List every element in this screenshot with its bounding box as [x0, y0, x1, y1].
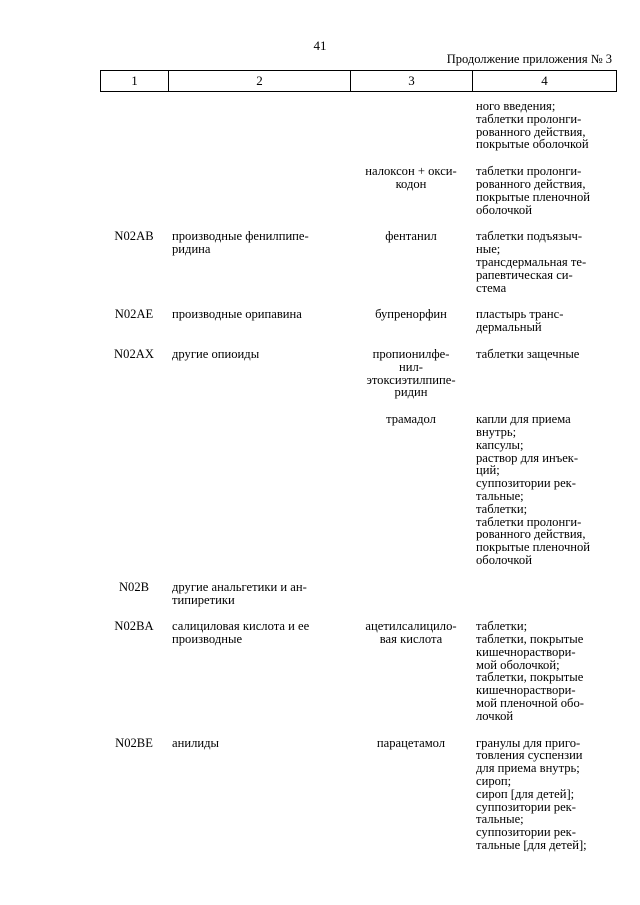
- dosage-forms-line: таблетки защечные: [476, 346, 580, 361]
- dosage-forms-line: тальные;: [476, 488, 524, 503]
- dosage-forms-line: рапевтическая си-: [476, 267, 573, 282]
- dosage-forms: [472, 308, 617, 334]
- group-name-line: типиретики: [172, 592, 235, 607]
- group-name-line: ридина: [172, 242, 211, 257]
- atc-code: [100, 413, 168, 567]
- dosage-forms-line: суппозитории рек-: [476, 799, 576, 814]
- group-name: [168, 230, 350, 294]
- atc-code: N02BA: [114, 619, 154, 634]
- dosage-forms-line: таблетки;: [476, 501, 528, 516]
- dosage-forms-line: мой оболочкой;: [476, 657, 560, 672]
- atc-code: [100, 100, 168, 151]
- dosage-forms-line: таблетки пролонги-: [476, 111, 582, 126]
- drug-name-line: парацетамол: [376, 735, 446, 750]
- table-row: [100, 581, 617, 607]
- dosage-forms: [472, 413, 617, 567]
- group-name: [168, 165, 350, 216]
- dosage-forms-line: рованного действия,: [476, 176, 586, 191]
- dosage-forms: [472, 165, 617, 216]
- group-name-line: производные фенилпипе-: [172, 229, 309, 244]
- group-name-line: анилиды: [172, 735, 219, 750]
- dosage-forms-line: оболочкой: [476, 552, 532, 567]
- drug-name: [350, 100, 472, 151]
- dosage-forms-line: ций;: [476, 463, 500, 478]
- dosage-forms-line: ные;: [476, 242, 501, 257]
- group-name-line: другие опиоиды: [172, 346, 260, 361]
- table-row: [100, 100, 617, 151]
- drug-name-line: трамадол: [386, 412, 436, 427]
- table-row: [100, 308, 617, 334]
- table-row: [100, 165, 617, 216]
- dosage-forms-line: трансдермальная те-: [476, 254, 587, 269]
- drug-name: [350, 348, 472, 399]
- dosage-forms-line: тальные;: [476, 812, 524, 827]
- drug-name: [350, 230, 472, 294]
- dosage-forms-line: суппозитории рек-: [476, 825, 576, 840]
- drug-name-line: пропионилфе-: [372, 346, 450, 361]
- drug-name: [350, 581, 472, 607]
- table-row: [100, 230, 617, 294]
- dosage-forms-line: товления суспензии: [476, 748, 583, 763]
- group-name: [168, 100, 350, 151]
- drug-name-line: нил-: [399, 359, 423, 374]
- dosage-forms-line: рованного действия,: [476, 124, 586, 139]
- group-name-line: производные: [172, 632, 243, 647]
- drug-name: [350, 308, 472, 334]
- group-name: [168, 581, 350, 607]
- dosage-forms-line: покрытые пленочной: [476, 540, 591, 555]
- dosage-forms-line: оболочкой: [476, 202, 532, 217]
- dosage-forms-line: внутрь;: [476, 424, 517, 439]
- dosage-forms-line: таблетки пролонги-: [476, 164, 582, 179]
- dosage-forms-line: стема: [476, 280, 507, 295]
- group-name: [168, 737, 350, 852]
- header-col-3: 3: [351, 71, 473, 91]
- drug-name-line: кодон: [395, 176, 427, 191]
- atc-code: N02AX: [114, 346, 154, 361]
- dosage-forms-line: гранулы для приго-: [476, 735, 581, 750]
- dosage-forms: [472, 581, 617, 607]
- drug-name-line: ридин: [394, 385, 428, 400]
- table-header: [100, 70, 617, 92]
- group-name-line: производные орипавина: [172, 307, 302, 322]
- drug-name-line: этоксиэтилпипе-: [366, 372, 456, 387]
- group-name-line: другие анальгетики и ан-: [172, 579, 307, 594]
- dosage-forms-line: покрытые пленочной: [476, 189, 591, 204]
- dosage-forms-line: кишечнораствори-: [476, 644, 576, 659]
- dosage-forms: [472, 348, 617, 399]
- dosage-forms-line: таблетки, покрытые: [476, 632, 584, 647]
- dosage-forms: [472, 100, 617, 151]
- group-name: [168, 413, 350, 567]
- drug-name-line: фентанил: [385, 229, 437, 244]
- header-col-4: 4: [541, 73, 548, 88]
- page-number: 41: [313, 38, 327, 53]
- group-name: [168, 620, 350, 722]
- dosage-forms-line: раствор для инъек-: [476, 450, 579, 465]
- dosage-forms: [472, 737, 617, 852]
- dosage-forms-line: кишечнораствори-: [476, 683, 576, 698]
- continuation-caption: Продолжение приложения № 3: [446, 52, 612, 66]
- dosage-forms-line: рованного действия,: [476, 527, 586, 542]
- drug-name-line: вая кислота: [379, 632, 443, 647]
- table-row: [100, 620, 617, 722]
- dosage-forms-line: дермальный: [476, 320, 542, 335]
- group-name: [168, 348, 350, 399]
- drug-name: [350, 413, 472, 567]
- atc-code: N02B: [118, 579, 150, 594]
- dosage-forms-line: мой пленочной обо-: [476, 696, 584, 711]
- dosage-forms: [472, 230, 617, 294]
- table-row: [100, 413, 617, 567]
- table-row: [100, 348, 617, 399]
- atc-code: N02AB: [114, 229, 154, 244]
- header-col-1: 1: [101, 71, 169, 91]
- dosage-forms-line: лочкой: [476, 708, 514, 723]
- atc-code: N02BE: [115, 735, 153, 750]
- table-body: [100, 100, 617, 852]
- drug-name-line: налоксон + окси-: [365, 164, 457, 179]
- drug-name: [350, 737, 472, 852]
- dosage-forms-line: таблетки, покрытые: [476, 670, 584, 685]
- dosage-forms: [472, 620, 617, 722]
- dosage-forms-line: таблетки;: [476, 619, 528, 634]
- dosage-forms-line: таблетки пролонги-: [476, 514, 582, 529]
- header-col-2: 2: [169, 71, 351, 91]
- atc-code: N02AE: [114, 307, 154, 322]
- dosage-forms-line: сироп [для детей];: [476, 786, 575, 801]
- drug-name: [350, 165, 472, 216]
- table-row: [100, 737, 617, 852]
- dosage-forms-line: пластырь транс-: [476, 307, 564, 322]
- drug-name: [350, 620, 472, 722]
- dosage-forms-line: капсулы;: [476, 437, 524, 452]
- atc-code: [100, 165, 168, 216]
- group-name: [168, 308, 350, 334]
- dosage-forms-line: таблетки подъязыч-: [476, 229, 583, 244]
- dosage-forms-line: сироп;: [476, 774, 512, 789]
- dosage-forms-line: ного введения;: [476, 99, 556, 113]
- drug-name-line: бупренорфин: [375, 307, 447, 322]
- dosage-forms-line: суппозитории рек-: [476, 476, 576, 491]
- dosage-forms-line: покрытые оболочкой: [476, 137, 589, 152]
- group-name-line: салициловая кислота и ее: [172, 619, 310, 634]
- dosage-forms-line: для приема внутрь;: [476, 761, 580, 776]
- dosage-forms-line: капли для приема: [476, 412, 571, 427]
- dosage-forms-line: тальные [для детей];: [476, 838, 587, 853]
- drug-name-line: ацетилсалицило-: [365, 619, 457, 634]
